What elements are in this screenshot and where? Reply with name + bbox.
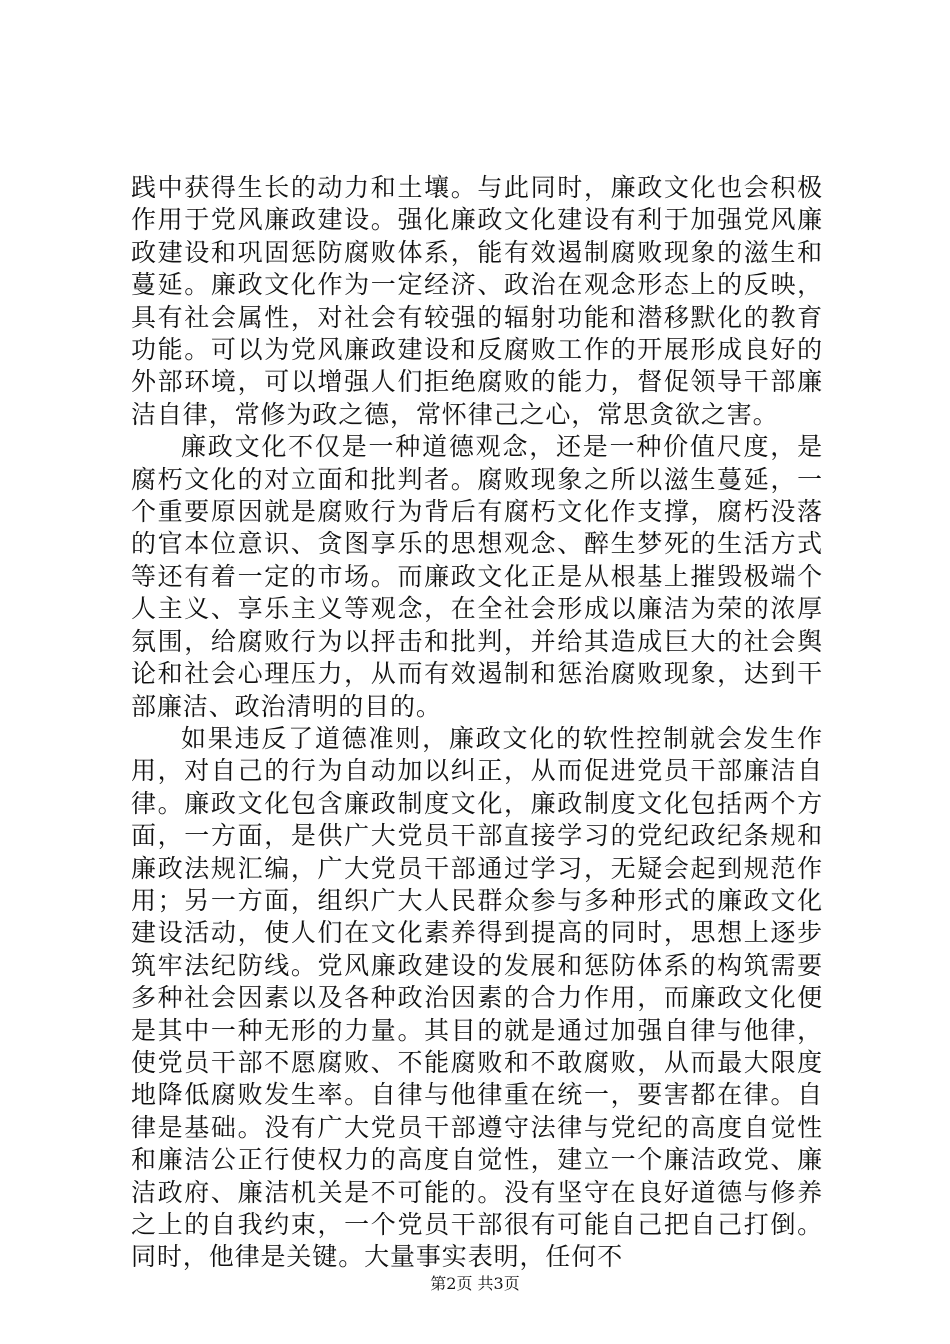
paragraph-2: 廉政文化不仅是一种道德观念，还是一种价值尺度，是腐朽文化的对立面和批判者。腐败现象之所以滋生蔓延，一个重要原因就是腐败行为背后有腐朽文化作支撑，腐朽没落的官本位意识、贪图享乐的思想观念、醉生梦死的生活方式等还有着一定的市场。而廉政文化正是从根基上摧毁极端个人主义、享乐主义等观念，在全社会形成以廉洁为荣的浓厚氛围，给腐败行为以抨击和批判，并给其造成巨大的社会舆论和社会心理压力，从而有效遏制和惩治腐败现象，达到干部廉洁、政治清明的目的。 <box>131 432 823 721</box>
paragraph-3: 如果违反了道德准则，廉政文化的软性控制就会发生作用，对自己的行为自动加以纠正，从而促进党员干部廉洁自律。廉政文化包含廉政制度文化，廉政制度文化包括两个方面，一方面，是供广大党员干部直接学习的党纪政纪条规和廉政法规汇编，广大党员干部通过学习，无疑会起到规范作用；另一方面，组织广大人民群众参与多种形式的廉政文化建设活动，使人们在文化素养得到提高的同时，思想上逐步筑牢法纪防线。党风廉政建设的发展和惩防体系的构筑需要多种社会因素以及各种政治因素的合力作用，而廉政文化便是其中一种无形的力量。其目的就是通过加强自律与他律，使党员干部不愿腐败、不能腐败和不敢腐败，从而最大限度地降低腐败发生率。自律与他律重在统一，要害都在律。自律是基础。没有广大党员干部遵守法律与党纪的高度自觉性和廉洁公正行使权力的高度自觉性，建立一个廉洁政党、廉洁政府、廉洁机关是不可能的。没有坚守在良好道德与修养之上的自我约束，一个党员干部很有可能自己把自己打倒。同时，他律是关键。大量事实表明，任何不 <box>131 723 823 1272</box>
paragraph-1: 践中获得生长的动力和土壤。与此同时，廉政文化也会积极作用于党风廉政建设。强化廉政文化建设有利于加强党风廉政建设和巩固惩防腐败体系，能有效遏制腐败现象的滋生和蔓延。廉政文化作为一定经济、政治在观念形态上的反映，具有社会属性，对社会有较强的辐射功能和潜移默化的教育功能。可以为党风廉政建设和反腐败工作的开展形成良好的外部环境，可以增强人们拒绝腐败的能力，督促领导干部廉洁自律，常修为政之德，常怀律己之心，常思贪欲之害。 <box>131 173 823 429</box>
page-footer: 第2页 共3页 <box>430 1274 520 1293</box>
document-body <box>131 172 823 1274</box>
